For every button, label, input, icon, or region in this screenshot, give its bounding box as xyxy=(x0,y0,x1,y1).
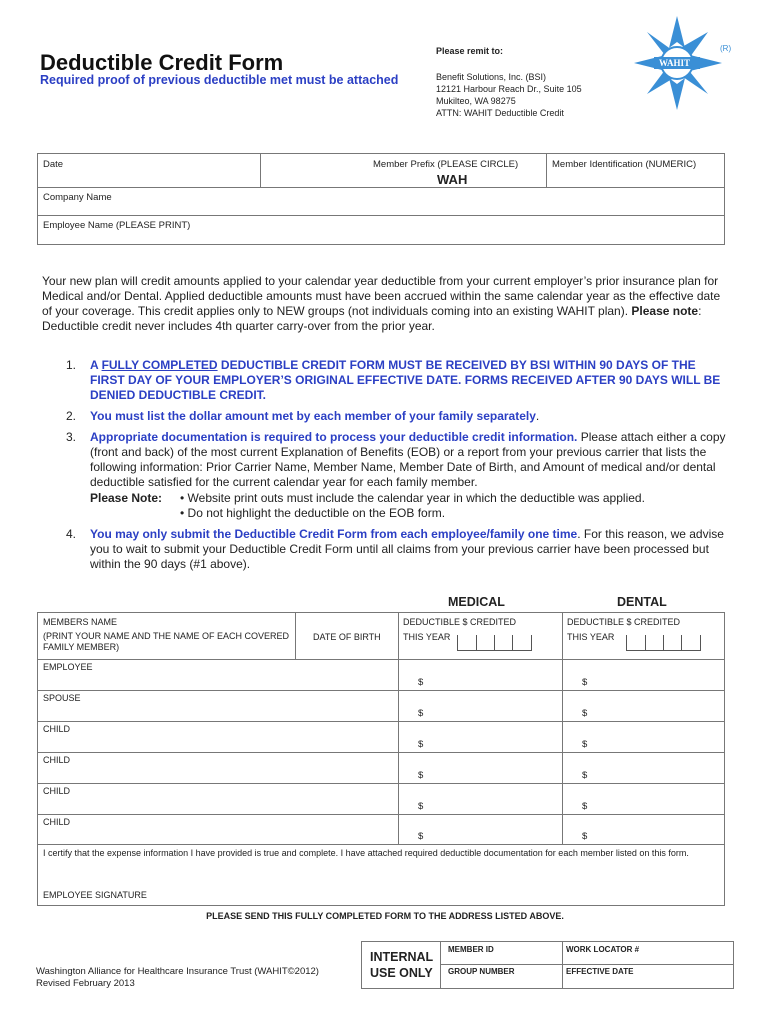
remit-label: Please remit to: xyxy=(436,46,504,56)
send-instruction: PLEASE SEND THIS FULLY COMPLETED FORM TO THE ADDRESS LISTED ABOVE. xyxy=(206,911,564,921)
instruction-item-4 xyxy=(42,527,732,575)
remit-line: Mukilteo, WA 98275 xyxy=(436,96,516,106)
dental-dollar: $ xyxy=(582,831,588,842)
dental-this-year: THIS YEAR xyxy=(567,632,615,642)
item2-text: You must list the dollar amount met by each member of your family separately xyxy=(90,409,536,423)
item3-rest-text: Please attach either a copy (front and back) of the most current Explanation of Benefits (EOB) or a report from your previous carrier that lists the following information: Prior Carrier Name, Member Name, Member Date of Birth, and Amount of medical and/or dental deductible satisfied for the current calendar year for each family member. xyxy=(90,430,726,489)
row-label: CHILD xyxy=(43,755,71,765)
table-row[interactable] xyxy=(38,660,724,690)
item-number: 4. xyxy=(66,527,77,541)
org-line: Washington Alliance for Healthcare Insurance Trust (WAHIT©2012) xyxy=(36,966,319,977)
internal-line-1: INTERNAL xyxy=(370,950,434,964)
table-row[interactable] xyxy=(38,691,724,721)
company-name-label: Company Name xyxy=(43,192,112,203)
employee-signature-field[interactable] xyxy=(38,885,724,905)
member-prefix-field[interactable] xyxy=(261,154,546,187)
item1-text-a: A xyxy=(90,358,102,372)
form-subtitle: Required proof of previous deductible met must be attached xyxy=(40,73,399,87)
item3-blue-text: Appropriate documentation is required to process your deductible credit information. xyxy=(90,430,578,444)
dob-header: DATE OF BIRTH xyxy=(313,632,381,642)
medical-dollar: $ xyxy=(418,739,424,750)
medical-deductible-header: DEDUCTIBLE $ CREDITED xyxy=(403,617,517,627)
member-id-label: MEMBER ID xyxy=(448,945,494,954)
row-label: SPOUSE xyxy=(43,693,81,703)
remit-line: Benefit Solutions, Inc. (BSI) xyxy=(436,72,547,82)
medical-dollar: $ xyxy=(418,770,424,781)
employee-name-label: Employee Name (PLEASE PRINT) xyxy=(43,220,191,231)
item2-end: . xyxy=(535,409,540,423)
member-prefix-value: WAH xyxy=(437,172,468,187)
medical-heading: MEDICAL xyxy=(448,595,505,609)
instruction-item-1 xyxy=(42,358,732,406)
item-number: 3. xyxy=(66,430,77,444)
dental-dollar: $ xyxy=(582,708,588,719)
dental-dollar: $ xyxy=(582,677,588,688)
dental-dollar: $ xyxy=(582,739,588,750)
certification-text: I certify that the expense information I have provided is true and complete. I have attached required deductible documentation for each member listed on this form. xyxy=(43,848,689,858)
medical-year-boxes[interactable] xyxy=(457,635,532,651)
row-label: CHILD xyxy=(43,817,71,827)
instruction-item-2 xyxy=(42,409,732,425)
certification-box xyxy=(37,844,725,906)
effective-date-label: EFFECTIVE DATE xyxy=(566,967,634,976)
work-locator-label: WORK LOCATOR # xyxy=(566,945,640,954)
medical-dollar: $ xyxy=(418,677,424,688)
internal-line-2: USE ONLY xyxy=(370,966,433,980)
medical-dollar: $ xyxy=(418,801,424,812)
table-row[interactable] xyxy=(38,753,724,783)
member-id-field[interactable] xyxy=(547,154,725,187)
remit-line: ATTN: WAHIT Deductible Credit xyxy=(436,108,564,118)
employee-name-field[interactable] xyxy=(38,216,724,244)
members-name-note: (PRINT YOUR NAME AND THE NAME OF EACH COVERED FAMILY MEMBER) xyxy=(43,631,290,652)
members-name-header: MEMBERS NAME xyxy=(43,617,118,627)
note-bullet: • Do not highlight the deductible on the EOB form. xyxy=(180,506,446,520)
company-name-field[interactable] xyxy=(38,188,724,215)
instruction-item-3 xyxy=(42,430,732,525)
internal-use-box xyxy=(361,941,734,989)
item-number: 2. xyxy=(66,409,77,423)
item1-underline: FULLY COMPLETED xyxy=(101,358,218,372)
medical-this-year: THIS YEAR xyxy=(403,632,451,642)
member-id-label: Member Identification (NUMERIC) xyxy=(552,159,697,170)
note-bullet: • Website print outs must include the calendar year in which the deductible was applied. xyxy=(180,491,645,505)
row-label: CHILD xyxy=(43,724,71,734)
table-row[interactable] xyxy=(38,784,724,814)
item-text xyxy=(90,430,730,490)
employee-signature-label: EMPLOYEE SIGNATURE xyxy=(43,890,147,900)
intro-note-label: Please note xyxy=(631,304,699,318)
wahit-logo xyxy=(632,14,732,112)
item-text xyxy=(90,358,730,403)
bullet-text: Website print outs must include the calendar year in which the deductible was applied. xyxy=(187,491,645,505)
bullet-text: Do not highlight the deductible on the EOB form. xyxy=(187,506,446,520)
medical-dollar: $ xyxy=(418,708,424,719)
date-label: Date xyxy=(43,159,64,170)
internal-use-label xyxy=(370,949,433,981)
deductible-table xyxy=(37,612,725,845)
item4-blue-text: You may only submit the Deductible Credit Form from each employee/family one time xyxy=(90,527,578,541)
item1-text-b: DEDUCTIBLE CREDIT FORM MUST BE RECEIVED BY BSI WITHIN 90 DAYS OF THE FIRST DAY OF YOUR EMPLOYER’S ORIGINAL EFFECTIVE DATE. FORMS RECEIVED AFTER 90 DAYS WILL BE DENIED DEDUCTIBLE CREDIT. xyxy=(90,358,721,402)
date-field[interactable] xyxy=(38,154,260,187)
intro-paragraph xyxy=(42,274,722,334)
logo-text: WAHIT xyxy=(659,58,691,68)
please-note-label: Please Note: xyxy=(90,491,163,505)
registered-mark: (R) xyxy=(720,44,732,53)
row-label: EMPLOYEE xyxy=(43,662,93,672)
remit-line: 12121 Harbour Reach Dr., Suite 105 xyxy=(436,84,582,94)
dental-deductible-header: DEDUCTIBLE $ CREDITED xyxy=(567,617,681,627)
dental-year-boxes[interactable] xyxy=(626,635,701,651)
dental-dollar: $ xyxy=(582,770,588,781)
member-prefix-label: Member Prefix (PLEASE CIRCLE) xyxy=(373,159,519,170)
table-row[interactable] xyxy=(38,815,724,844)
row-label: CHILD xyxy=(43,786,71,796)
remit-address-block xyxy=(436,45,582,119)
item4-rest-text: . For this reason, we advise you to wait to submit your Deductible Credit Form until all claims from your previous carrier have been processed but within the 90 days (#1 above). xyxy=(90,527,724,571)
dental-heading: DENTAL xyxy=(617,595,667,609)
intro-note-text: : Deductible credit never includes 4th quarter carry-over from the prior year. xyxy=(42,304,702,333)
group-number-label: GROUP NUMBER xyxy=(448,967,515,976)
form-title: Deductible Credit Form xyxy=(40,50,284,75)
medical-dollar: $ xyxy=(418,831,424,842)
intro-text: Your new plan will credit amounts applied to your calendar year deductible from your current employer’s prior insurance plan for Medical and/or Dental. Applied deductible amounts must have been accrued within the same calendar year as the effective date of your coverage. This credit applies only to NEW groups (not individuals coming into an existing WAHIT plan). xyxy=(42,274,721,318)
revised-date: Revised February 2013 xyxy=(36,978,135,989)
item-text xyxy=(90,527,730,572)
item-number: 1. xyxy=(66,358,77,372)
table-row[interactable] xyxy=(38,722,724,752)
member-info-box xyxy=(37,153,725,245)
item-text xyxy=(90,409,730,424)
dental-dollar: $ xyxy=(582,801,588,812)
